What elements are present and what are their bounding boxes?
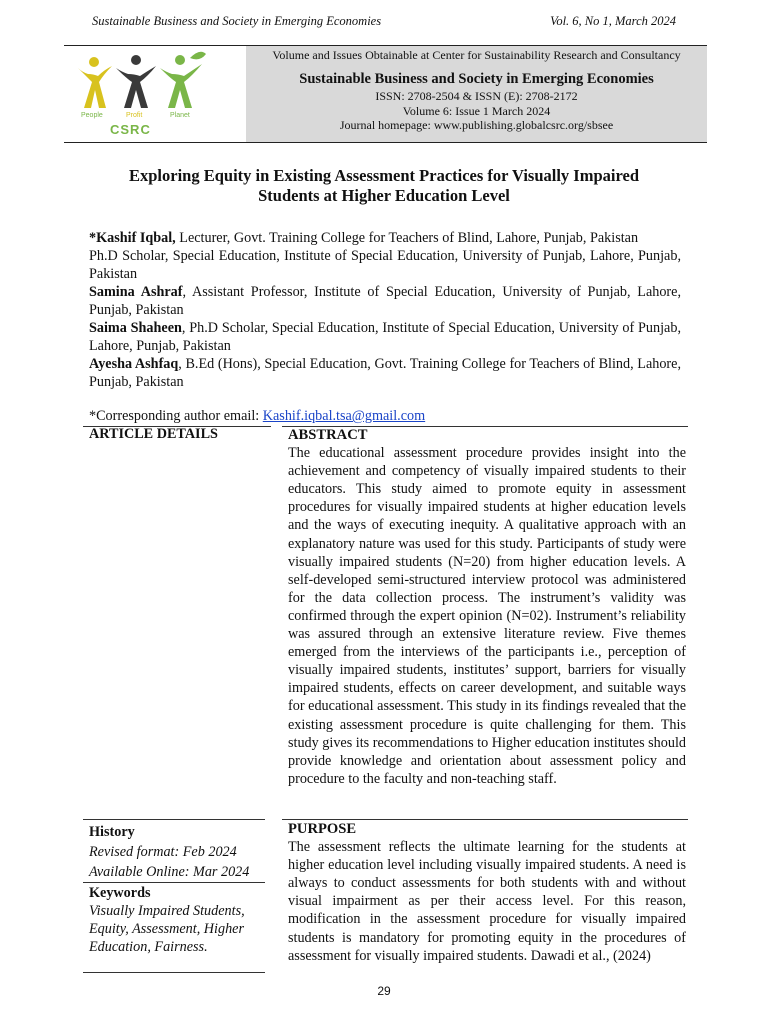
author-affiliation: Lecturer, Govt. Training College for Teachers of Blind, Lahore, Punjab, Pakistan bbox=[175, 230, 639, 246]
author-entry bbox=[89, 355, 681, 391]
author-entry bbox=[89, 319, 681, 355]
masthead-line1: Volume and Issues Obtainable at Center for Sustainability Research and Consultancy bbox=[272, 48, 681, 62]
paper-title-line2: Students at Higher Education Level bbox=[258, 186, 510, 205]
history-heading: History bbox=[89, 824, 135, 840]
csrc-logo-figures-icon bbox=[64, 46, 246, 140]
logo-label-profit: Profit bbox=[126, 112, 143, 119]
purpose-section bbox=[288, 820, 686, 965]
running-head-journal: Sustainable Business and Society in Emerging Economies bbox=[92, 14, 382, 28]
masthead-issn: ISSN: 2708-2504 & ISSN (E): 2708-2172 bbox=[375, 89, 578, 103]
masthead-homepage: Journal homepage: www.publishing.globalcsrc.org/sbsee bbox=[339, 118, 614, 132]
purpose-text: The assessment reflects the ultimate learning for the students at higher education level including visually impaired students. A need is always to conduct assessments for both students with and without visual impairment as per their access level. For this reason, modification in the assessment procedure for visually impaired students is mandatory for promoting equity in the procedures of assessment for visually impaired students. Dawadi et al., (2024) bbox=[288, 839, 686, 964]
logo-brand-csrc: CSRC bbox=[110, 122, 151, 137]
masthead-journal-title: Sustainable Business and Society in Emerging Economies bbox=[299, 70, 654, 87]
author-name: Samina Ashraf bbox=[89, 284, 183, 300]
author-name: Ayesha Ashfaq bbox=[89, 356, 179, 372]
abstract-section bbox=[288, 426, 686, 788]
logo-label-planet: Planet bbox=[170, 112, 190, 119]
divider-line bbox=[83, 882, 265, 883]
author-entry bbox=[89, 247, 681, 283]
author-entry bbox=[89, 229, 681, 247]
paper-title bbox=[80, 166, 688, 206]
author-affiliation: , Ph.D Scholar, Special Education, Institute of Special Education, University of Punjab, Lahore, Punjab, Pakistan bbox=[89, 320, 681, 354]
author-affiliation: , B.Ed (Hons), Special Education, Govt. Training College for Teachers of Blind, Lahore, Punjab, Pakistan bbox=[89, 356, 681, 390]
csrc-logo bbox=[64, 46, 246, 142]
abstract-heading: ABSTRACT bbox=[288, 427, 368, 443]
keywords-heading: Keywords bbox=[89, 885, 151, 901]
author-entry bbox=[89, 283, 681, 319]
running-head-volume: Vol. 6, No 1, March 2024 bbox=[550, 14, 676, 28]
corresponding-author bbox=[89, 408, 425, 425]
author-name: *Kashif Iqbal, bbox=[89, 230, 176, 246]
divider-line bbox=[83, 819, 265, 820]
corresponding-label: *Corresponding author email: bbox=[89, 408, 263, 424]
author-affiliation: , Assistant Professor, Institute of Special Education, University of Punjab, Lahore, Punjab, Pakistan bbox=[89, 284, 682, 318]
author-list bbox=[89, 229, 681, 391]
history-revised: Revised format: Feb 2024 bbox=[89, 844, 237, 860]
running-head bbox=[92, 14, 676, 29]
corresponding-email-link[interactable]: Kashif.iqbal.tsa@gmail.com bbox=[262, 408, 426, 424]
abstract-text: The educational assessment procedure provides insight into the achievement and competency of visually impaired students to their educators. This study aimed to promote equity in assessment procedures for visually impaired students at higher education levels and the ways of executing inequity. A qualitative approach with an explanatory nature was used for this study. Participants of study were visually impaired students (N=20) from higher education levels. A self-developed semi-structured interview protocol was administered for the data collection process. The instrument’s validity was confirmed through the expert opinion (N=02). Instrument’s reliability was assured through an extensive literature review. Five themes emerged from the interviews of the participants i.e., perception of visually impaired students, institutes’ support, barriers for visually impaired students, effects on career development, and suitable ways for educational assessment. This study in its findings revealed that the existing assessment procedure is quite challenging for them. This study gives its recommendations to Higher education institutes should provide knowledge and orientation about assessment policy and procedure to the faculty and non-teaching staff. bbox=[288, 445, 686, 787]
divider-line bbox=[83, 972, 265, 973]
masthead-volume-issue: Volume 6: Issue 1 March 2024 bbox=[402, 103, 551, 118]
author-name: Saima Shaheen bbox=[89, 320, 182, 336]
journal-masthead bbox=[64, 45, 707, 143]
history-online: Available Online: Mar 2024 bbox=[89, 864, 250, 880]
author-affiliation: Ph.D Scholar, Special Education, Institute of Special Education, University of Punjab, Lahore, Punjab, Pakistan bbox=[89, 248, 681, 282]
logo-label-people: People bbox=[81, 112, 103, 119]
keywords-text: Visually Impaired Students, Equity, Assessment, Higher Education, Fairness. bbox=[89, 903, 245, 955]
journal-info-box bbox=[246, 46, 707, 142]
purpose-heading: PURPOSE bbox=[288, 821, 357, 837]
keywords-section bbox=[89, 884, 265, 956]
paper-title-line1: Exploring Equity in Existing Assessment Practices for Visually Impaired bbox=[128, 166, 640, 185]
article-details-heading: ARTICLE DETAILS bbox=[89, 426, 218, 442]
history-section bbox=[89, 822, 265, 882]
page-number: 29 bbox=[377, 984, 391, 998]
